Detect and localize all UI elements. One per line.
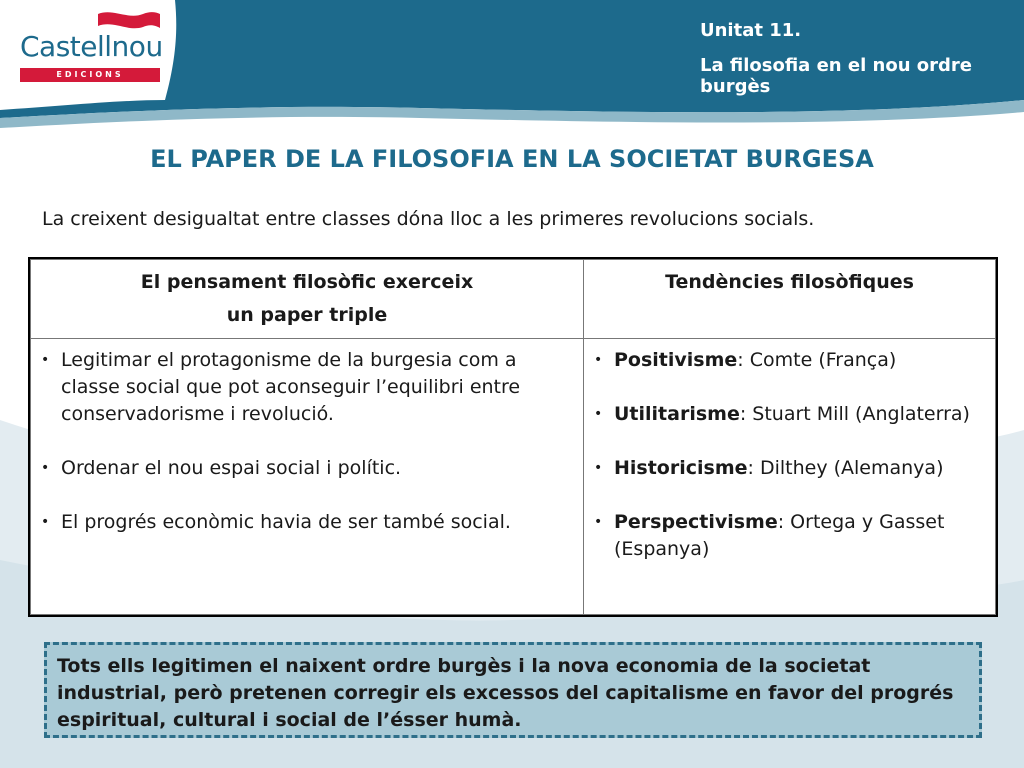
col1-header-line2: un paper triple bbox=[226, 304, 388, 326]
list-item bbox=[614, 455, 985, 482]
list-item bbox=[614, 401, 985, 428]
col1-cell bbox=[31, 339, 584, 615]
content-table bbox=[28, 257, 998, 617]
list-item: • Legitimar el protagonisme de la burgesia com a classe social que pot aconseguir l’equilibri entre conservadorisme i revolució. bbox=[61, 347, 573, 428]
list-item: • El progrés econòmic havia de ser també social. bbox=[61, 509, 573, 536]
term: Positivisme bbox=[614, 349, 738, 371]
logo-wordmark: Castellnou bbox=[20, 30, 163, 63]
term: Utilitarisme bbox=[614, 403, 740, 425]
summary-note: Tots ells legitimen el naixent ordre burgès i la nova economia de la societat industrial, però pretenen corregir els excessos del capitalisme en favor del progrés espiritual, cultural i social de l’ésser humà. bbox=[44, 642, 982, 738]
col2-cell bbox=[584, 339, 996, 615]
col2-header: Tendències filosòfiques bbox=[584, 260, 996, 339]
roles-list bbox=[41, 347, 573, 536]
list-item bbox=[614, 509, 985, 563]
term-detail: : Ortega y Gasset (Espanya) bbox=[614, 511, 945, 560]
publisher-logo bbox=[20, 10, 165, 80]
unit-title: La filosofia en el nou ordre burgès bbox=[700, 55, 973, 97]
intro-text: La creixent desigualtat entre classes dóna lloc a les primeres revolucions socials. bbox=[42, 208, 815, 230]
term: Historicisme bbox=[614, 457, 748, 479]
term-detail: : Dilthey (Alemanya) bbox=[747, 457, 944, 479]
col1-header bbox=[31, 260, 584, 339]
flag-icon bbox=[98, 10, 160, 32]
list-item bbox=[614, 347, 985, 374]
logo-subtitle: EDICIONS bbox=[20, 68, 160, 82]
list-item: • Ordenar el nou espai social i polític. bbox=[61, 455, 573, 482]
term: Perspectivisme bbox=[614, 511, 778, 533]
term-detail: : Stuart Mill (Anglaterra) bbox=[739, 403, 970, 425]
unit-heading bbox=[700, 20, 1000, 97]
term-detail: : Comte (França) bbox=[737, 349, 897, 371]
unit-number: Unitat 11. bbox=[700, 20, 802, 41]
tendencies-list bbox=[594, 347, 985, 563]
col1-header-line1: El pensament filosòfic exerceix bbox=[140, 271, 474, 293]
page-title: EL PAPER DE LA FILOSOFIA EN LA SOCIETAT BURGESA bbox=[150, 145, 874, 173]
